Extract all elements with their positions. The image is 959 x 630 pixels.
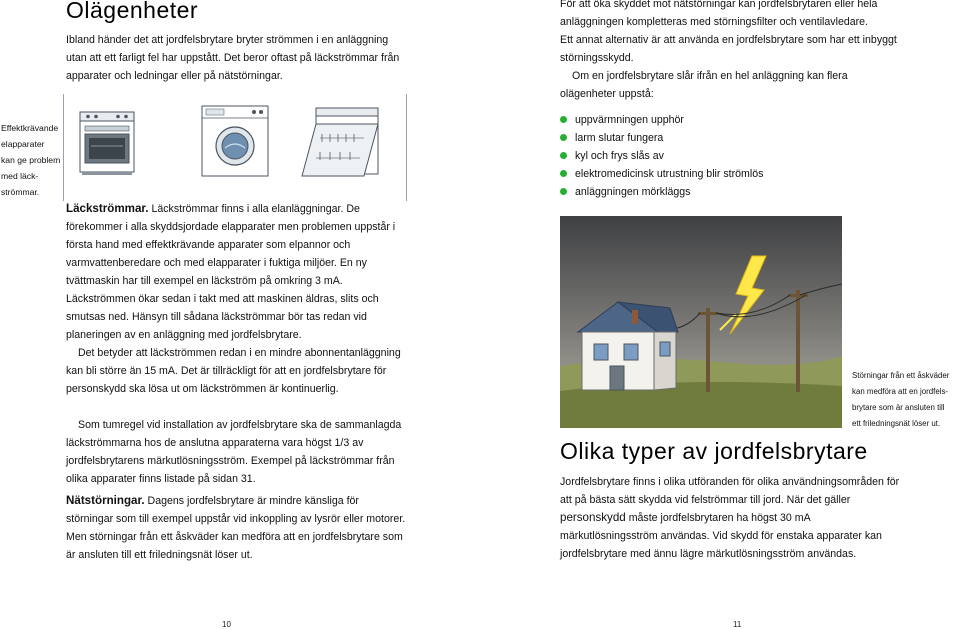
list-item xyxy=(560,183,900,201)
dishwasher-icon xyxy=(302,108,378,176)
caption-line: kan medföra att en jordfels- xyxy=(852,387,949,396)
caption-line: Störningar från ett åskväder xyxy=(852,371,950,380)
leakage-heading: Läckströmmar. xyxy=(66,202,149,215)
bullet-icon xyxy=(560,134,567,141)
stove-icon xyxy=(80,112,134,175)
caption-line: brytare som är ansluten till xyxy=(852,403,945,412)
list-item xyxy=(560,165,900,183)
list-item xyxy=(560,147,900,165)
illustration-caption xyxy=(852,368,959,432)
leakage-subheading: Läckströmmar finns i alla elanläggningar. xyxy=(151,203,344,215)
leakage-paragraph xyxy=(66,200,406,344)
filter-paragraph: För att öka skyddet mot nätstörningar kan jordfelsbrytaren eller hela anläggningen kompletteras med störningsfilter och ventilavledare. xyxy=(560,0,878,28)
types-lead: personskydd xyxy=(560,511,626,524)
types-paragraph xyxy=(560,473,905,563)
list-item xyxy=(560,111,900,129)
page-title-olagenheter: Olägenheter xyxy=(66,0,199,23)
intro-paragraph: Ibland händer det att jordfelsbrytare bryter strömmen i en anläggning utan att ett farligt fel har uppstått. Det beror oftast på läckströmmar från apparater och ledningar eller på nätstörningar. xyxy=(66,34,400,82)
bullet-icon xyxy=(560,188,567,195)
consequences-list xyxy=(560,111,900,201)
bullet-icon xyxy=(560,116,567,123)
margin-note xyxy=(1,120,63,200)
consequences-intro: Om en jordfelsbrytare slår ifrån en hel anläggning kan flera olägenheter uppstå: xyxy=(560,70,848,100)
rule-of-thumb-paragraph: Som tumregel vid installation av jordfelsbrytare ska de sammanlagda läckströmmarna hos de anslutna apparaterna vara högst 1/3 av jordfelsbrytarens märkutlösningsström. Exempel på läckströmmar från olika apparater finns listade på sidan 31. xyxy=(66,419,402,485)
builtin-protection-paragraph: Ett annat alternativ är att använda en jordfelsbrytare som har ett inbyggt störningsskydd. xyxy=(560,34,897,64)
storm-illustration xyxy=(560,216,842,428)
list-item-text: elektromedicinsk utrustning blir strömlös xyxy=(575,168,764,180)
margin-note-line: elapparater xyxy=(1,139,45,149)
list-item-text: anläggningen mörkläggs xyxy=(575,186,691,198)
list-item-text: larm slutar fungera xyxy=(575,132,664,144)
list-item-text: uppvärmningen upphör xyxy=(575,114,684,126)
grid-disturbance-text: Dagens jordfelsbrytare är mindre känsliga för störningar som till exempel uppstår vid inkoppling av lysrör eller motorer. Men störningar från ett åskväder kan medföra att en jordfelsbrytare som är ansluten till ett friledningsnät löser ut. xyxy=(66,495,406,561)
appliance-illustration xyxy=(63,94,407,201)
page-number-right: 11 xyxy=(733,620,742,629)
bullet-icon xyxy=(560,152,567,159)
washing-machine-icon xyxy=(202,106,268,176)
margin-note-line: kan ge problem xyxy=(1,155,61,165)
leakage-threshold-paragraph: Det betyder att läckströmmen redan i en mindre abonnentanläggning kan bli större än 15 mA. Det är tillräckligt för att en jordfelsbrytare för personskydd ska lösa ut om läckströmmen är kontinuerlig. xyxy=(66,347,401,395)
types-text-a: Jordfelsbrytare finns i olika utföranden för olika användningsområden för att på bästa sätt skydda vid felströmmar till jord. När det gäller xyxy=(560,476,900,506)
section-title-types: Olika typer av jordfelsbrytare xyxy=(560,438,868,464)
list-item xyxy=(560,129,900,147)
margin-note-line: med läck- xyxy=(1,171,39,181)
grid-disturbance-paragraph xyxy=(66,492,406,564)
margin-note-line: strömmar. xyxy=(1,187,40,197)
caption-line: ett friledningsnät löser ut. xyxy=(852,419,941,428)
margin-note-line: Effektkrävande xyxy=(1,123,59,133)
leakage-text: De förekommer i alla skyddsjordade elapparater men problemen uppstår i första hand med effektkrävande apparater som elpannor och varmvattenberedare och med elapparater i fuktiga miljöer. En ny tvättmaskin har till exempel en läckström på omkring 3 mA. Läckströmmen ökar sedan i takt med att maskinen äldras, slits och smutsas ned. Hänsyn till sådana läckströmmar bör tas redan vid planeringen av en anläggning med jordfelsbrytare. xyxy=(66,203,396,341)
bullet-icon xyxy=(560,170,567,177)
grid-disturbance-heading: Nätstörningar. xyxy=(66,494,145,507)
types-text-b: måste jordfelsbrytaren ha högst 30 mA märkutlösningsström användas. Vid skydd för enstaka apparater kan jordfelsbrytare med ännu lägre märkutlösningsström användas. xyxy=(560,512,882,560)
page-number-left: 10 xyxy=(222,620,231,629)
list-item-text: kyl och frys slås av xyxy=(575,150,664,162)
